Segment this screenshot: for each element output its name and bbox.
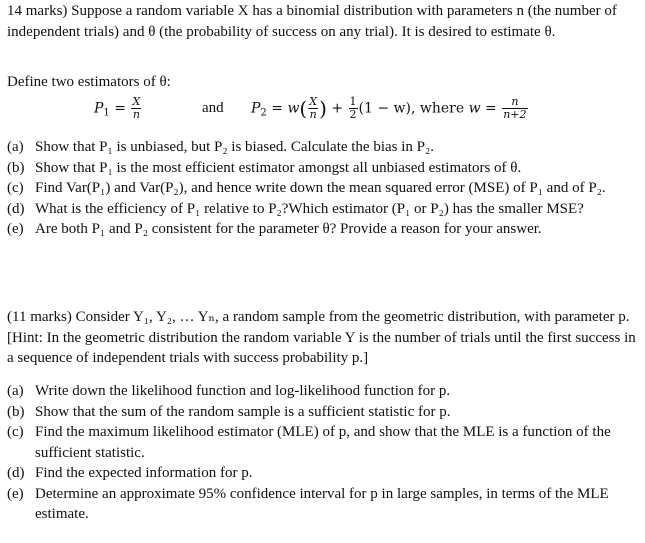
plus-sign: + [331, 100, 344, 117]
part-text: Find the maximum likelihood estimator (MLE) of p, and show that the MLE is a function of the sufficient statistic. [35, 424, 611, 461]
q1-part-a [7, 137, 639, 158]
part-label: (a) [7, 139, 24, 155]
part-text: Are both P₁ and P₂ consistent for the parameter θ? Provide a reason for your answer. [35, 221, 542, 237]
half-numerator: 1 [349, 95, 357, 108]
p2-symbol: P [251, 100, 261, 117]
p1-subscript: 1 [103, 107, 110, 119]
w-denominator: n+2 [503, 108, 527, 121]
and-word: and [202, 100, 224, 116]
part-text: Determine an approximate 95% confidence interval for p in large samples, in terms of the MLE estimate. [35, 485, 609, 522]
w-numerator: n [502, 96, 527, 109]
q1-part-e [7, 219, 639, 240]
part-text: Find Var(P₁) and Var(P₂), and hence write down the mean squared error (MSE) of P₁ and of P₂. [35, 180, 606, 196]
p1-symbol: P [94, 100, 104, 117]
w-symbol: w [287, 100, 300, 117]
part-label: (b) [7, 403, 25, 420]
q1-parts-list [7, 137, 639, 240]
part-label: (b) [7, 159, 25, 176]
p2-equals: = [271, 100, 283, 117]
p2-tail-text: (1 − w), where [358, 100, 465, 117]
estimator-p2-formula [251, 96, 529, 121]
q2-part-c [7, 422, 639, 463]
part-text: Show that P₁ is the most efficient estimator amongst all unbiased estimators of θ. [35, 159, 522, 176]
x-over-n-fraction-2 [308, 96, 318, 121]
q2-part-e [7, 484, 639, 525]
p2-subscript: 2 [260, 107, 267, 119]
w-definition: w = [468, 100, 497, 117]
part-text: Show that P₁ is unbiased, but P₂ is biased. Calculate the bias in P₂. [35, 139, 434, 155]
part-text: Write down the likelihood function and log-likelihood function for p. [35, 383, 451, 399]
frac-denominator: n [132, 108, 140, 121]
part-text: Show that the sum of the random sample is a sufficient statistic for p. [35, 403, 451, 420]
p1-equals: = [114, 100, 126, 117]
frac-numerator: X [132, 95, 141, 108]
one-half-fraction [349, 96, 358, 121]
right-paren-glyph: ) [319, 96, 327, 121]
q1-part-c [7, 178, 639, 199]
estimator-formulas [7, 92, 639, 126]
q2-intro: (11 marks) Consider Y₁, Y₂, … Yₙ, a random sample from the geometric distribution, with parameter p. [Hint: In the geometric distribution the random variable Y is the number of trials until the first success in a sequence of independent trials with success probability p.] [7, 309, 636, 366]
part-label: (c) [7, 424, 24, 440]
part-label: (d) [7, 200, 25, 217]
x-over-n-fraction [131, 96, 141, 121]
estimator-p1-formula [94, 96, 142, 121]
q1-define-estimators: Define two estimators of θ: [7, 74, 171, 90]
part-text: Find the expected information for p. [35, 465, 253, 481]
q2-part-b [7, 402, 639, 423]
part-label: (e) [7, 221, 24, 237]
frac2-denominator: n [309, 108, 317, 121]
half-denominator: 2 [349, 108, 357, 121]
n-over-n-plus-2-fraction [502, 96, 527, 121]
q1-part-b [7, 158, 639, 179]
part-label: (e) [7, 485, 24, 502]
q2-part-d [7, 463, 639, 484]
left-paren-glyph: ( [299, 96, 308, 121]
part-label: (d) [7, 465, 25, 481]
part-text: What is the efficiency of P₁ relative to P₂?Which estimator (P₁ or P₂) has the smaller MSE? [35, 200, 584, 217]
part-label: (a) [7, 383, 24, 399]
q1-part-d [7, 199, 639, 220]
q2-parts-list [7, 381, 639, 525]
part-label: (c) [7, 180, 24, 196]
q1-intro: 14 marks) Suppose a random variable X has a binomial distribution with parameters n (the number of independent trials) and θ (the probability of success on any trial). It is desired to estimate θ. [7, 3, 617, 40]
frac2-numerator: X [309, 95, 318, 108]
q2-part-a [7, 381, 639, 402]
